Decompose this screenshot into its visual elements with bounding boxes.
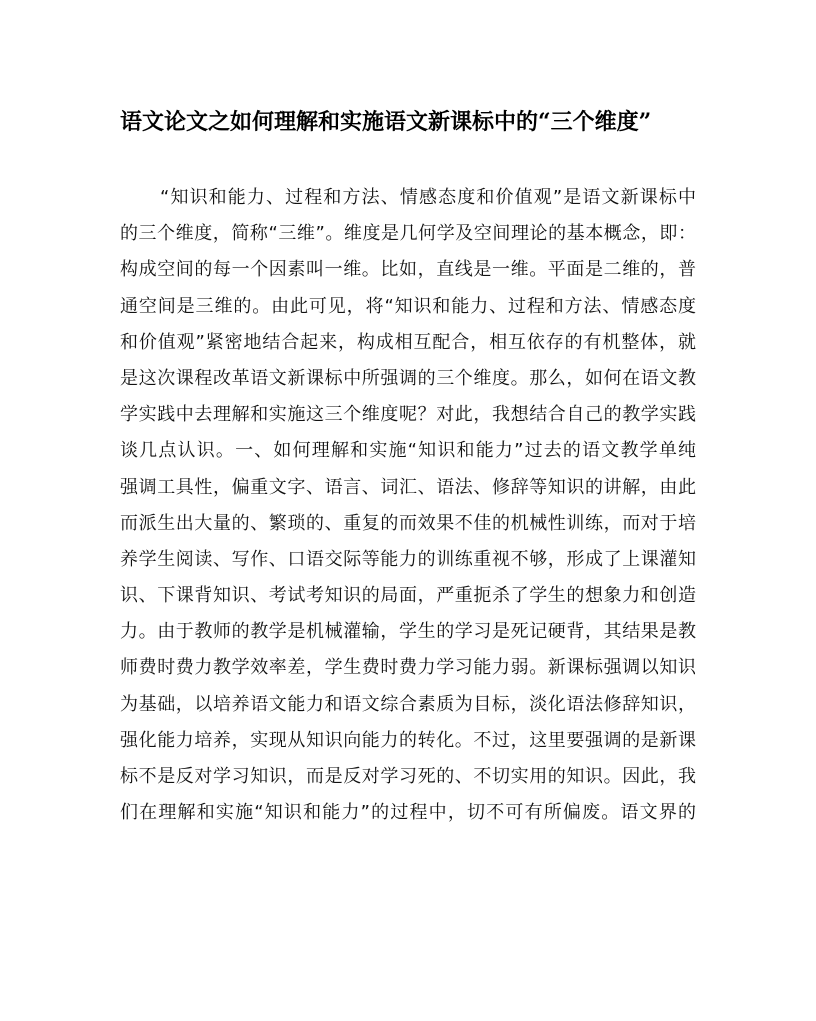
paragraph-line: “知识和能力、过程和方法、情感态度和价值观”是语文新课标中 (160, 187, 696, 208)
paragraph-line: 力。由于教师的教学是机械灌输，学生的学习是死记硬背，其结果是教 (120, 621, 696, 643)
paragraph-line: 标不是反对学习知识，而是反对学习死的、不切实用的知识。因此，我 (120, 766, 696, 787)
paragraph-line: 养学生阅读、写作、口语交际等能力的训练重视不够，形成了上课灌知 (120, 548, 696, 570)
paragraph-line: 而派生出大量的、繁琐的、重复的而效果不佳的机械性训练，而对于培 (120, 512, 696, 534)
paragraph-line: 学实践中去理解和实施这三个维度呢？对此，我想结合自己的教学实践 (120, 404, 696, 426)
paragraph-line: 识、下课背知识、考试考知识的局面，严重扼杀了学生的想象力和创造 (120, 585, 696, 607)
document-body (120, 180, 696, 831)
document-title: 语文论文之如何理解和实施语文新课标中的“三个维度” (120, 109, 652, 135)
paragraph-line: 谈几点认识。一、如何理解和实施“知识和能力”过去的语文教学单纯 (120, 440, 696, 462)
paragraph-line: 强化能力培养，实现从知识向能力的转化。不过，这里要强调的是新课 (120, 729, 696, 751)
paragraph-line: 和价值观”紧密地结合起来，构成相互配合，相互依存的有机整体，就 (120, 331, 696, 353)
paragraph-line: 是这次课程改革语文新课标中所强调的三个维度。那么，如何在语文教 (120, 367, 696, 389)
paragraph-line: 构成空间的每一个因素叫一维。比如，直线是一维。平面是二维的，普 (120, 259, 696, 281)
paragraph-line: 为基础，以培养语文能力和语文综合素质为目标，淡化语法修辞知识， (120, 693, 696, 715)
paragraph-line: 们在理解和实施“知识和能力”的过程中，切不可有所偏废。语文界的 (120, 802, 696, 824)
paragraph-line: 师费时费力教学效率差，学生费时费力学习能力弱。新课标强调以知识 (120, 657, 696, 679)
paragraph-line: 强调工具性，偏重文字、语言、词汇、语法、修辞等知识的讲解，由此 (120, 476, 696, 498)
paragraph-line: 的三个维度，简称“三维”。维度是几何学及空间理论的基本概念，即： (120, 223, 696, 245)
paragraph-line: 通空间是三维的。由此可见，将“知识和能力、过程和方法、情感态度 (120, 295, 696, 317)
